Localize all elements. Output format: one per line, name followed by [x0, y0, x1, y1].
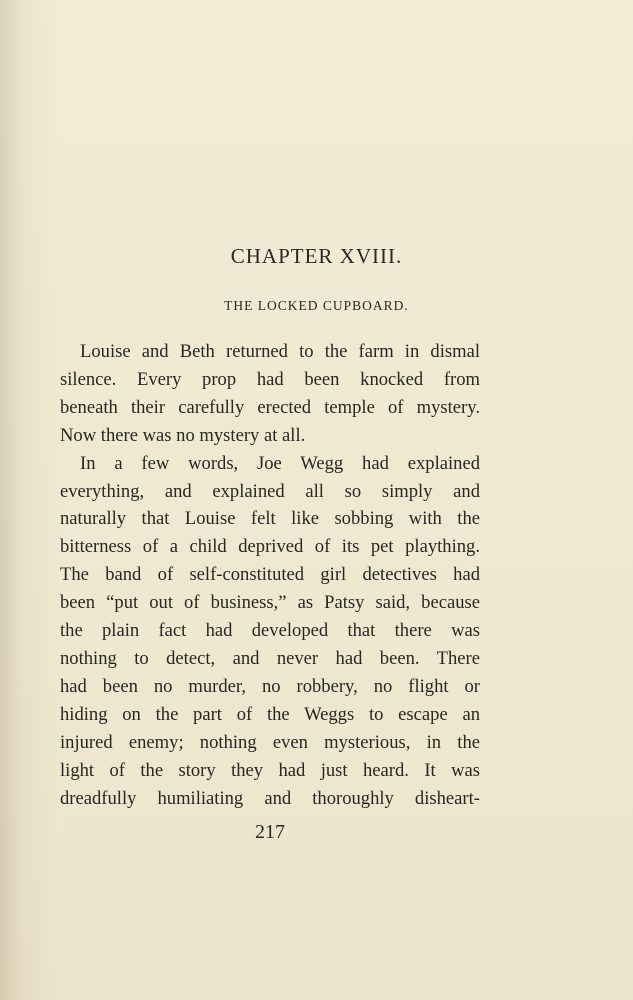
paragraph-1: [60, 338, 480, 450]
text-line: The band of self-constituted girl detectives had: [60, 564, 480, 586]
text-line: hiding on the part of the Weggs to escape an: [60, 703, 480, 725]
text-line: Louise and Beth returned to the farm in dismal: [80, 341, 480, 362]
text-line: silence. Every prop had been knocked from: [60, 368, 480, 390]
chapter-heading: CHAPTER XVIII.: [230, 244, 403, 268]
text-line: dreadfully humiliating and thoroughly disheart-: [60, 787, 480, 809]
text-line: In a few words, Joe Wegg had explained: [80, 452, 480, 474]
text-line: everything, and explained all so simply and: [60, 480, 480, 502]
text-line: been “put out of business,” as Patsy said, because: [60, 592, 480, 614]
text-line: bitterness of a child deprived of its pet plaything.: [60, 536, 480, 558]
paragraph-2: [60, 450, 480, 813]
text-line: Now there was no mystery at all.: [60, 424, 306, 446]
text-line: light of the story they had just heard. It was: [60, 759, 480, 781]
chapter-title: THE LOCKED CUPBOARD.: [224, 298, 409, 313]
text-line: nothing to detect, and never had been. There: [60, 647, 480, 669]
text-line: the plain fact had developed that there was: [60, 620, 480, 642]
text-line: beneath their carefully erected temple of mystery.: [60, 396, 480, 418]
body-text: [60, 338, 480, 812]
text-line: had been no murder, no robbery, no flight or: [60, 675, 480, 697]
text-line: injured enemy; nothing even mysterious, in the: [60, 731, 480, 753]
page-number: 217: [255, 821, 285, 843]
text-line: naturally that Louise felt like sobbing with the: [60, 508, 480, 530]
